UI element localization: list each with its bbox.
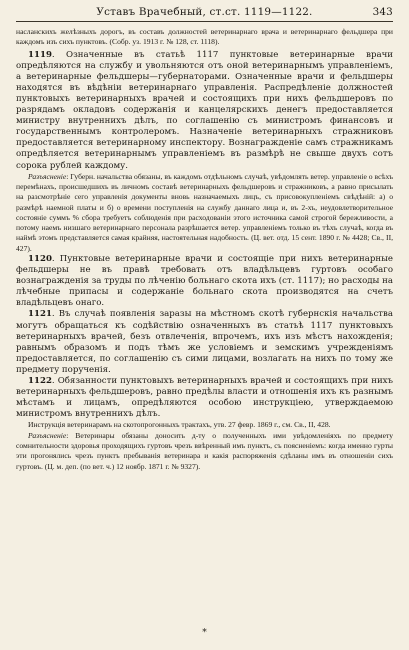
article-1122 bbox=[16, 376, 393, 420]
article-1122-number: 1122 bbox=[28, 376, 52, 387]
footer-asterisk: * bbox=[202, 628, 207, 638]
running-title: Уставъ Врачебный, ст.ст. 1119—1122. bbox=[96, 6, 313, 18]
article-1119-note-label: Разъясненіе bbox=[28, 171, 67, 181]
article-1120-text: . Пунктовые ветеринарные врачи и состоящіе при нихъ ветеринарные фельдшеры не въ правѣ требовать отъ владѣльцевъ гуртовъ особаго вознагражденія за труды по лѣченію больнаго скота ихъ (ст. 1117); но расходы на лѣчебные припасы и содержаніе больнаго скота производятся на счетъ владѣльцевъ онаго. bbox=[16, 254, 393, 309]
article-1122-text: . Обязанности пунктовыхъ ветеринарныхъ врачей и состоящихъ при нихъ ветеринарныхъ фельдшеровъ, равно предѣлы власти и отношенія ихъ къ разнымъ мѣстамъ и лицамъ, опредѣляются особою инструкціею, утверждаемою министромъ внутреннихъ дѣлъ. bbox=[16, 376, 393, 420]
article-1119-note bbox=[16, 172, 393, 254]
article-1119-note-text: : Губерн. начальства обязаны, въ каждомъ отдѣльномъ случаѣ, увѣдомлять ветер. управленіе о всѣхъ перемѣнахъ, происшедшихъ въ личномъ составѣ ветеринарныхъ фельдшеровъ и стражниковъ, а равно присылать на разсмотрѣніе сего управленія документы вновь назначаемыхъ лицъ, съ присовокупленіемъ свѣдѣній: а) о размѣрѣ наемной платы и б) о времени поступленія на службу даннаго лица и, въ 2-хъ, неудовлетворительное состояніе суммъ % сбора требуетъ соблюденія при расходованіи этого источника самой строгой бережливости, а потому наемъ низшаго ветеринарнаго персонала разрѣшается ветер. управленіемъ только въ тѣхъ случаѣ, когда въ наймѣ этомъ представляется самая крайняя, настоятельная надобность. (Ц. вет. отд. 15 сент. 1890 г. № 4428; Св., II, 427). bbox=[16, 171, 393, 253]
article-1119-text: . Означенные въ статьѣ 1117 пунктовые ветеринарные врачи опредѣляются на службу и увольняются отъ оной ветеринарнымъ управленіемъ, а ветеринарные фельдшеры—губернаторами. Означенные врачи и фельдшеры находятся въ вѣдѣніи ветеринарнаго управленія. Распредѣленіе должностей пунктовыхъ ветеринарныхъ врачей и состоящихъ при нихъ фельдшеровъ по разрядамъ окладовъ содержанія и канцелярскихъ денегъ предоставляется министру внутреннихъ дѣлъ, по соглашенію съ министромъ финансовъ и государственнымъ контролеромъ. Назначеніе ветеринарныхъ стражниковъ предоставляется ветеринарному инспектору. Вознагражденіе самъ стражникамъ опредѣляется ветеринарнымъ управленіемъ въ размѣрѣ не свыше двухъ сотъ сорока рублей каждому. bbox=[16, 49, 393, 171]
intro-paragraph: насланскихъ желѣзныхъ дорогъ, въ составъ должностей ветеринарнаго врача и ветеринарнаго фельдшера при каждомъ изъ сихъ пунктовъ. (Собр. уз. 1913 г. № 128, ст. 1118). bbox=[16, 27, 393, 47]
running-header bbox=[16, 6, 393, 22]
article-1121 bbox=[16, 309, 393, 376]
article-1121-text: . Въ случаѣ появленія заразы на мѣстномъ скотѣ губернскія начальства могутъ обращаться къ содѣйствію означенныхъ въ статьѣ 1117 пунктовыхъ ветеринарныхъ врачей, безъ отвлеченія, впрочемъ, ихъ изъ мѣстъ нахожденія; равнымъ образомъ и подъ тѣмъ же условіемъ и земскимъ учрежденіямъ предоставляется, по соглашенію съ сими лицами, возлагать на нихъ по тому же предмету порученія. bbox=[16, 309, 393, 375]
article-1119-number: 1119 bbox=[28, 49, 52, 60]
article-1121-number: 1121 bbox=[28, 309, 52, 320]
article-1120 bbox=[16, 254, 393, 309]
article-1122-note bbox=[16, 431, 393, 472]
article-1122-note-text: : Ветеринары обязаны доносить д-ту о полученныхъ ими увѣдомленіяхъ по предмету сомнительности здоровья проходящихъ гуртовъ чрезъ ввѣренный имъ пунктъ, съ поясненіемъ: когда именно гурты эти прогонялись чрезъ пунктъ пребыванія ветеринара и какія распоряженія сдѣланы имъ въ отношеніи сихъ гуртовъ. (Ц. м. деп. (по вет. ч.) 12 ноябр. 1871 г. № 9327). bbox=[16, 430, 393, 471]
page-number: 343 bbox=[372, 6, 393, 18]
article-1122-instruction: Инструкція ветеринарамъ на скотопрогонныхъ трактахъ, утв. 27 февр. 1869 г., см. Св., II, 428. bbox=[28, 420, 331, 430]
article-1120-number: 1120 bbox=[28, 254, 52, 264]
article-1122-note-label: Разъясненіе bbox=[28, 430, 67, 440]
article-1119 bbox=[16, 50, 393, 172]
